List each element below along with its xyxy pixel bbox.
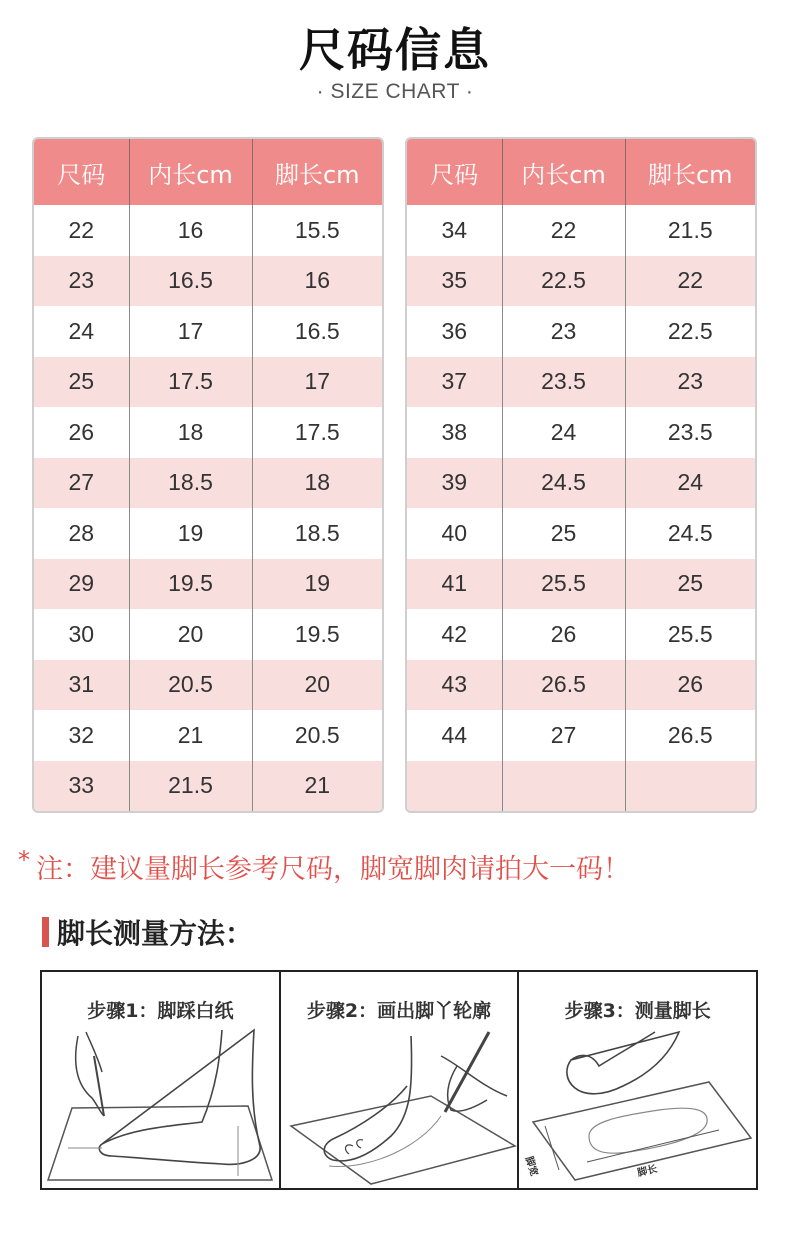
cell-inner-length: 21 bbox=[129, 710, 252, 761]
header-size: 尺码 bbox=[34, 139, 129, 205]
cell-size: 31 bbox=[34, 660, 129, 711]
table-row bbox=[407, 306, 755, 357]
cell-inner-length: 26 bbox=[502, 609, 625, 660]
cell-foot-length: 15.5 bbox=[294, 216, 340, 243]
cell-inner-length: 23.5 bbox=[502, 357, 625, 408]
cell-foot-length: 16 bbox=[252, 256, 382, 307]
cell-foot-length: 26.5 bbox=[667, 721, 713, 748]
cell-size: 24 bbox=[34, 306, 129, 357]
header-size: 尺码 bbox=[407, 139, 502, 205]
cell-foot-length: 25.5 bbox=[667, 620, 713, 647]
cell-foot-length: 20 bbox=[252, 660, 382, 711]
cell-inner-length: 20 bbox=[129, 609, 252, 660]
step-2 bbox=[281, 972, 520, 1188]
heading-accent-bar bbox=[42, 917, 49, 947]
table-row bbox=[34, 508, 382, 559]
cell-size: 34 bbox=[407, 205, 502, 256]
step-3-label: 步骤3：测量脚长 bbox=[564, 1000, 711, 1022]
cell-inner-length: 20.5 bbox=[129, 660, 252, 711]
foot-width-label: 脚宽 bbox=[523, 1155, 540, 1178]
cell-size: 32 bbox=[34, 710, 129, 761]
table-row bbox=[407, 458, 755, 509]
table-row bbox=[34, 609, 382, 660]
size-table-right bbox=[405, 137, 757, 813]
cell-foot-length: 26 bbox=[625, 660, 755, 711]
cell-inner-length: 25 bbox=[502, 508, 625, 559]
header-inner-length: 内长cm bbox=[502, 139, 625, 205]
table-row bbox=[34, 761, 382, 812]
cell-foot-length: 25 bbox=[625, 559, 755, 610]
step-2-label: 步骤2：画出脚丫轮廓 bbox=[306, 1000, 492, 1022]
header-inner-length: 内长cm bbox=[129, 139, 252, 205]
method-title: 脚长测量方法： bbox=[57, 917, 254, 950]
table-row bbox=[407, 660, 755, 711]
cell-foot-length: 22 bbox=[625, 256, 755, 307]
cell-inner-length bbox=[502, 761, 625, 812]
cell-size: 29 bbox=[34, 559, 129, 610]
cell-foot-length: 24 bbox=[625, 458, 755, 509]
cell-inner-length: 18 bbox=[129, 407, 252, 458]
cell-inner-length: 25.5 bbox=[502, 559, 625, 610]
cell-inner-length: 21.5 bbox=[129, 761, 252, 812]
table-header-row bbox=[407, 139, 755, 205]
method-heading bbox=[42, 912, 253, 952]
cell-foot-length: 16.5 bbox=[294, 317, 340, 344]
cell-inner-length: 22.5 bbox=[502, 256, 625, 307]
cell-inner-length: 16 bbox=[129, 205, 252, 256]
table-row bbox=[34, 205, 382, 256]
cell-inner-length: 19 bbox=[129, 508, 252, 559]
cell-foot-length: 24.5 bbox=[667, 519, 713, 546]
cell-inner-length: 24.5 bbox=[502, 458, 625, 509]
table-row bbox=[407, 407, 755, 458]
table-row bbox=[407, 761, 755, 812]
table-row bbox=[34, 357, 382, 408]
trace-foot-illustration bbox=[281, 1026, 517, 1186]
cell-size: 38 bbox=[407, 407, 502, 458]
cell-foot-length: 20.5 bbox=[294, 721, 340, 748]
cell-inner-length: 18.5 bbox=[129, 458, 252, 509]
table-row bbox=[34, 407, 382, 458]
cell-size: 26 bbox=[34, 407, 129, 458]
cell-foot-length: 23.5 bbox=[667, 418, 713, 445]
table-row bbox=[407, 357, 755, 408]
cell-size: 23 bbox=[34, 256, 129, 307]
foot-on-paper-illustration bbox=[42, 1026, 278, 1186]
cell-inner-length: 22 bbox=[502, 205, 625, 256]
cell-size: 41 bbox=[407, 559, 502, 610]
cell-size: 37 bbox=[407, 357, 502, 408]
note-star: * bbox=[18, 846, 30, 874]
cell-foot-length: 22.5 bbox=[667, 317, 713, 344]
cell-inner-length: 16.5 bbox=[129, 256, 252, 307]
table-row bbox=[407, 559, 755, 610]
table-row bbox=[34, 458, 382, 509]
step-1 bbox=[42, 972, 281, 1188]
page-title: 尺码信息 bbox=[299, 23, 491, 77]
table-row bbox=[407, 609, 755, 660]
cell-size: 43 bbox=[407, 660, 502, 711]
table-row bbox=[407, 508, 755, 559]
size-table-left bbox=[32, 137, 384, 813]
table-row bbox=[34, 306, 382, 357]
note-text: 注：建议量脚长参考尺码，脚宽脚肉请拍大一码！ bbox=[36, 854, 630, 885]
cell-size bbox=[407, 761, 502, 812]
cell-inner-length: 17 bbox=[129, 306, 252, 357]
header-foot-length: 脚长cm bbox=[625, 139, 755, 205]
cell-foot-length: 21 bbox=[252, 761, 382, 812]
cell-size: 22 bbox=[34, 205, 129, 256]
table-row bbox=[34, 256, 382, 307]
cell-size: 25 bbox=[34, 357, 129, 408]
cell-size: 35 bbox=[407, 256, 502, 307]
cell-size: 42 bbox=[407, 609, 502, 660]
table-row bbox=[34, 559, 382, 610]
cell-foot-length: 21.5 bbox=[667, 216, 713, 243]
cell-inner-length: 24 bbox=[502, 407, 625, 458]
table-row bbox=[407, 256, 755, 307]
cell-size: 27 bbox=[34, 458, 129, 509]
measure-steps bbox=[40, 970, 758, 1190]
table-row bbox=[34, 660, 382, 711]
sizing-note bbox=[18, 846, 630, 886]
table-row bbox=[407, 205, 755, 256]
cell-size: 33 bbox=[34, 761, 129, 812]
cell-foot-length: 17.5 bbox=[294, 418, 340, 445]
cell-inner-length: 27 bbox=[502, 710, 625, 761]
cell-foot-length bbox=[625, 761, 755, 812]
cell-size: 44 bbox=[407, 710, 502, 761]
table-row bbox=[34, 710, 382, 761]
cell-inner-length: 17.5 bbox=[129, 357, 252, 408]
page-subtitle: · SIZE CHART · bbox=[316, 80, 474, 103]
cell-size: 36 bbox=[407, 306, 502, 357]
cell-foot-length: 18 bbox=[252, 458, 382, 509]
cell-inner-length: 19.5 bbox=[129, 559, 252, 610]
cell-size: 28 bbox=[34, 508, 129, 559]
cell-foot-length: 19 bbox=[252, 559, 382, 610]
header-foot-length: 脚长cm bbox=[252, 139, 382, 205]
table-row bbox=[407, 710, 755, 761]
cell-foot-length: 17 bbox=[252, 357, 382, 408]
cell-inner-length: 23 bbox=[502, 306, 625, 357]
step-1-label: 步骤1：脚踩白纸 bbox=[87, 1000, 234, 1022]
cell-foot-length: 19.5 bbox=[294, 620, 340, 647]
step-3 bbox=[519, 972, 756, 1188]
table-header-row bbox=[34, 139, 382, 205]
cell-foot-length: 18.5 bbox=[294, 519, 340, 546]
measure-length-illustration bbox=[519, 1026, 755, 1186]
cell-size: 39 bbox=[407, 458, 502, 509]
cell-inner-length: 26.5 bbox=[502, 660, 625, 711]
cell-size: 30 bbox=[34, 609, 129, 660]
cell-size: 40 bbox=[407, 508, 502, 559]
cell-foot-length: 23 bbox=[625, 357, 755, 408]
foot-length-label: 脚长 bbox=[636, 1163, 659, 1180]
